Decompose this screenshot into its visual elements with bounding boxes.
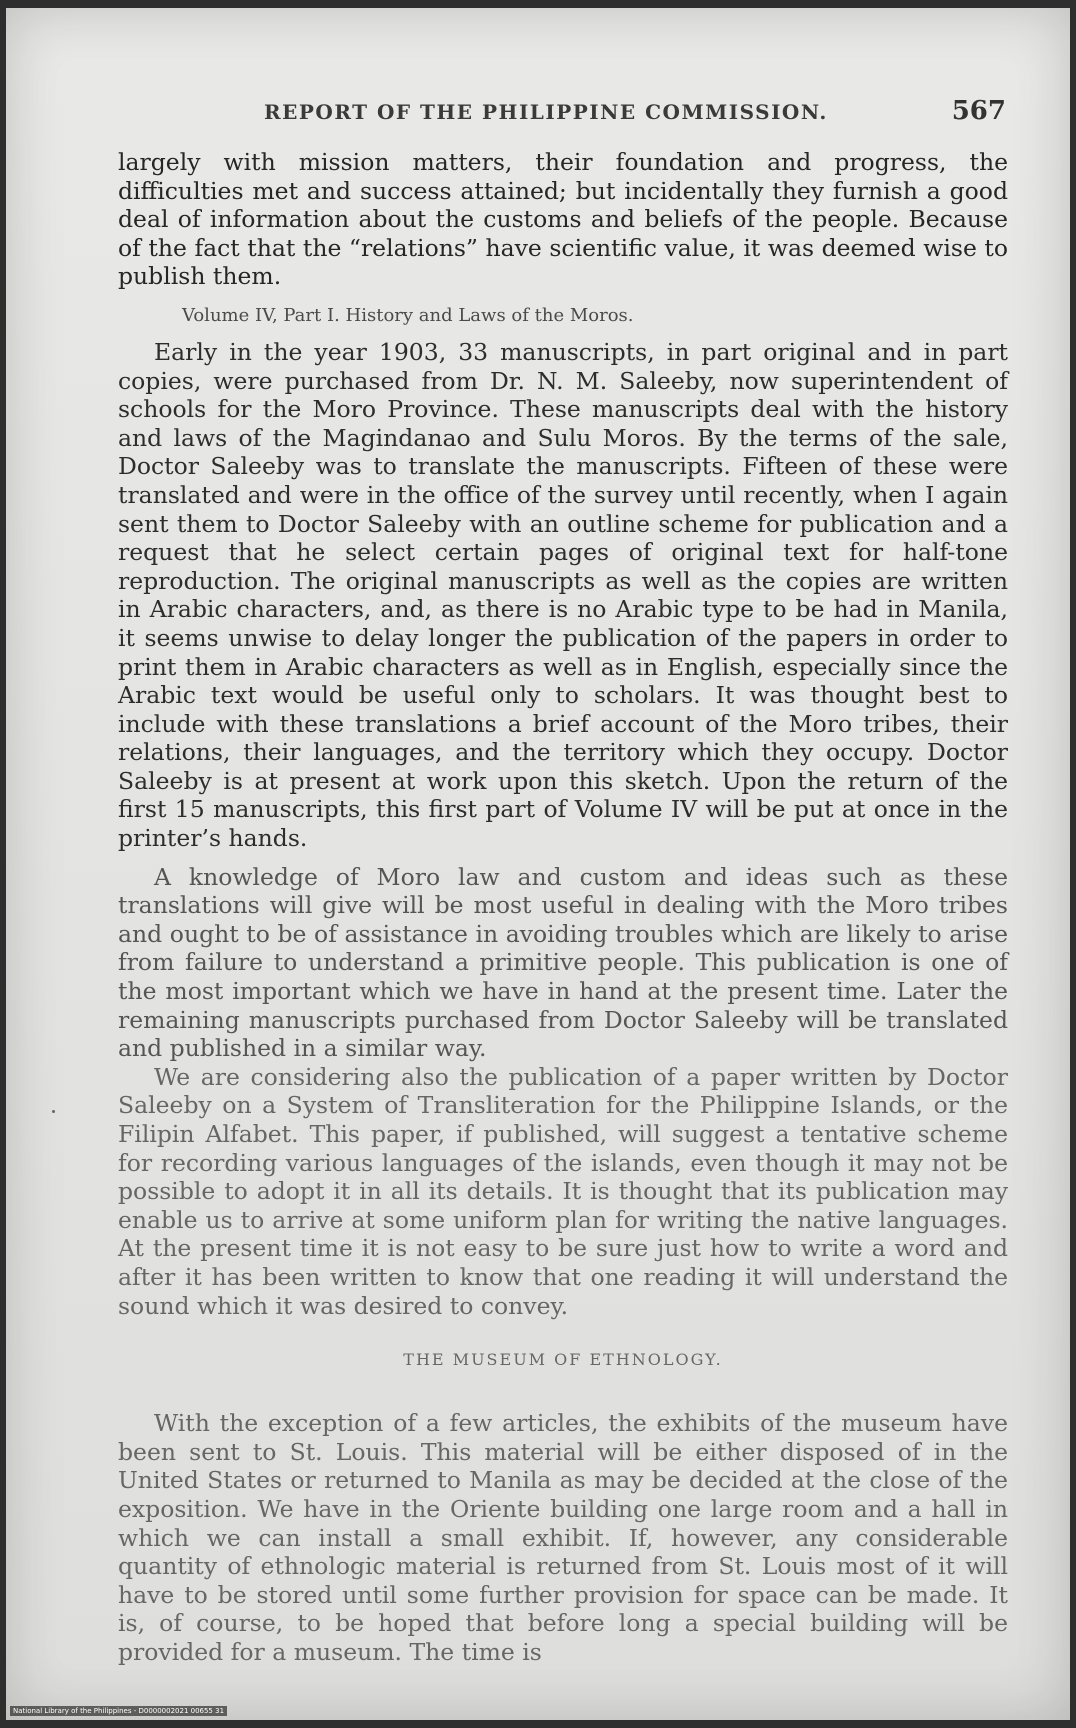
section-title-museum: THE MUSEUM OF ETHNOLOGY. xyxy=(403,1350,723,1370)
margin-mark xyxy=(52,1110,55,1113)
paragraph-relations: largely with mission matters, their foundation and progress, the difficulties met and success attained; but incidentally they furnish a good deal of information about the customs and beliefs of the people. Because of the fact that the “relations” have scientific value, it was deemed wise to publish them. xyxy=(118,148,1008,291)
paragraph-museum: With the exception of a few articles, the exhibits of the museum have been sent to St. Louis. This material will be either disposed of in the United States or returned to Manila as may be decided at the close of the exposition. We have in the Oriente building one large room and a hall in which we can install a small exhibit. If, however, any considerable quantity of ethnologic material is returned from St. Louis most of it will have to be stored until some further provision for space can be made. It is, of course, to be hoped that before long a special building will be provided for a museum. The time is xyxy=(118,1409,1008,1666)
page-number: 567 xyxy=(951,96,1006,126)
page-body xyxy=(118,148,1008,1667)
scan-credit: National Library of the Philippines - D0000002021 00655 31 xyxy=(10,1706,227,1716)
page-header xyxy=(256,96,1016,136)
paragraph-transliteration: We are considering also the publication of a paper written by Doctor Saleeby on a System of Transliteration for the Philippine Islands, or the Filipin Alfabet. This paper, if published, will suggest a tentative scheme for recording various languages of the islands, even though it may not be possible to adopt it in all its details. It is thought that its publication may enable us to arrive at some uniform plan for writing the native languages. At the present time it is not easy to be sure just how to write a word and after it has been written to know that one reading it will understand the sound which it was desired to convey. xyxy=(118,1062,1008,1320)
paragraph-manuscripts: Early in the year 1903, 33 manuscripts, in part original and in part copies, were purchased from Dr. N. M. Saleeby, now superintendent of schools for the Moro Province. These manuscripts deal with the history and laws of the Magindanao and Sulu Moros. By the terms of the sale, Doctor Saleeby was to translate the manuscripts. Fifteen of these were translated and were in the office of the survey until recently, when I again sent them to Doctor Saleeby with an outline scheme for publication and a request that he select certain pages of original text for half-tone reproduction. The original manuscripts as well as the copies are written in Arabic characters, and, as there is no Arabic type to be had in Manila, it seems unwise to delay longer the publication of the papers in order to print them in Arabic characters as well as in English, especially since the Arabic text would be useful only to scholars. It was thought best to include with these translations a brief account of the Moro tribes, their relations, their languages, and the territory which they occupy. Doctor Saleeby is at present at work upon this sketch. Upon the return of the first 15 manuscripts, this first part of Volume IV will be put at once in the printer’s hands. xyxy=(118,337,1008,853)
scanned-page xyxy=(6,8,1070,1720)
volume-subheading: Volume IV, Part I. History and Laws of the Moros. xyxy=(182,304,634,326)
paragraph-moro-law: A knowledge of Moro law and custom and ideas such as these translations will give will be most useful in dealing with the Moro tribes and ought to be of assistance in avoiding troubles which are likely to arise from failure to understand a primitive people. This publication is one of the most important which we have in hand at the present time. Later the remaining manuscripts purchased from Doctor Saleeby will be translated and published in a similar way. xyxy=(118,862,1008,1063)
running-head: REPORT OF THE PHILIPPINE COMMISSION. xyxy=(264,100,828,124)
